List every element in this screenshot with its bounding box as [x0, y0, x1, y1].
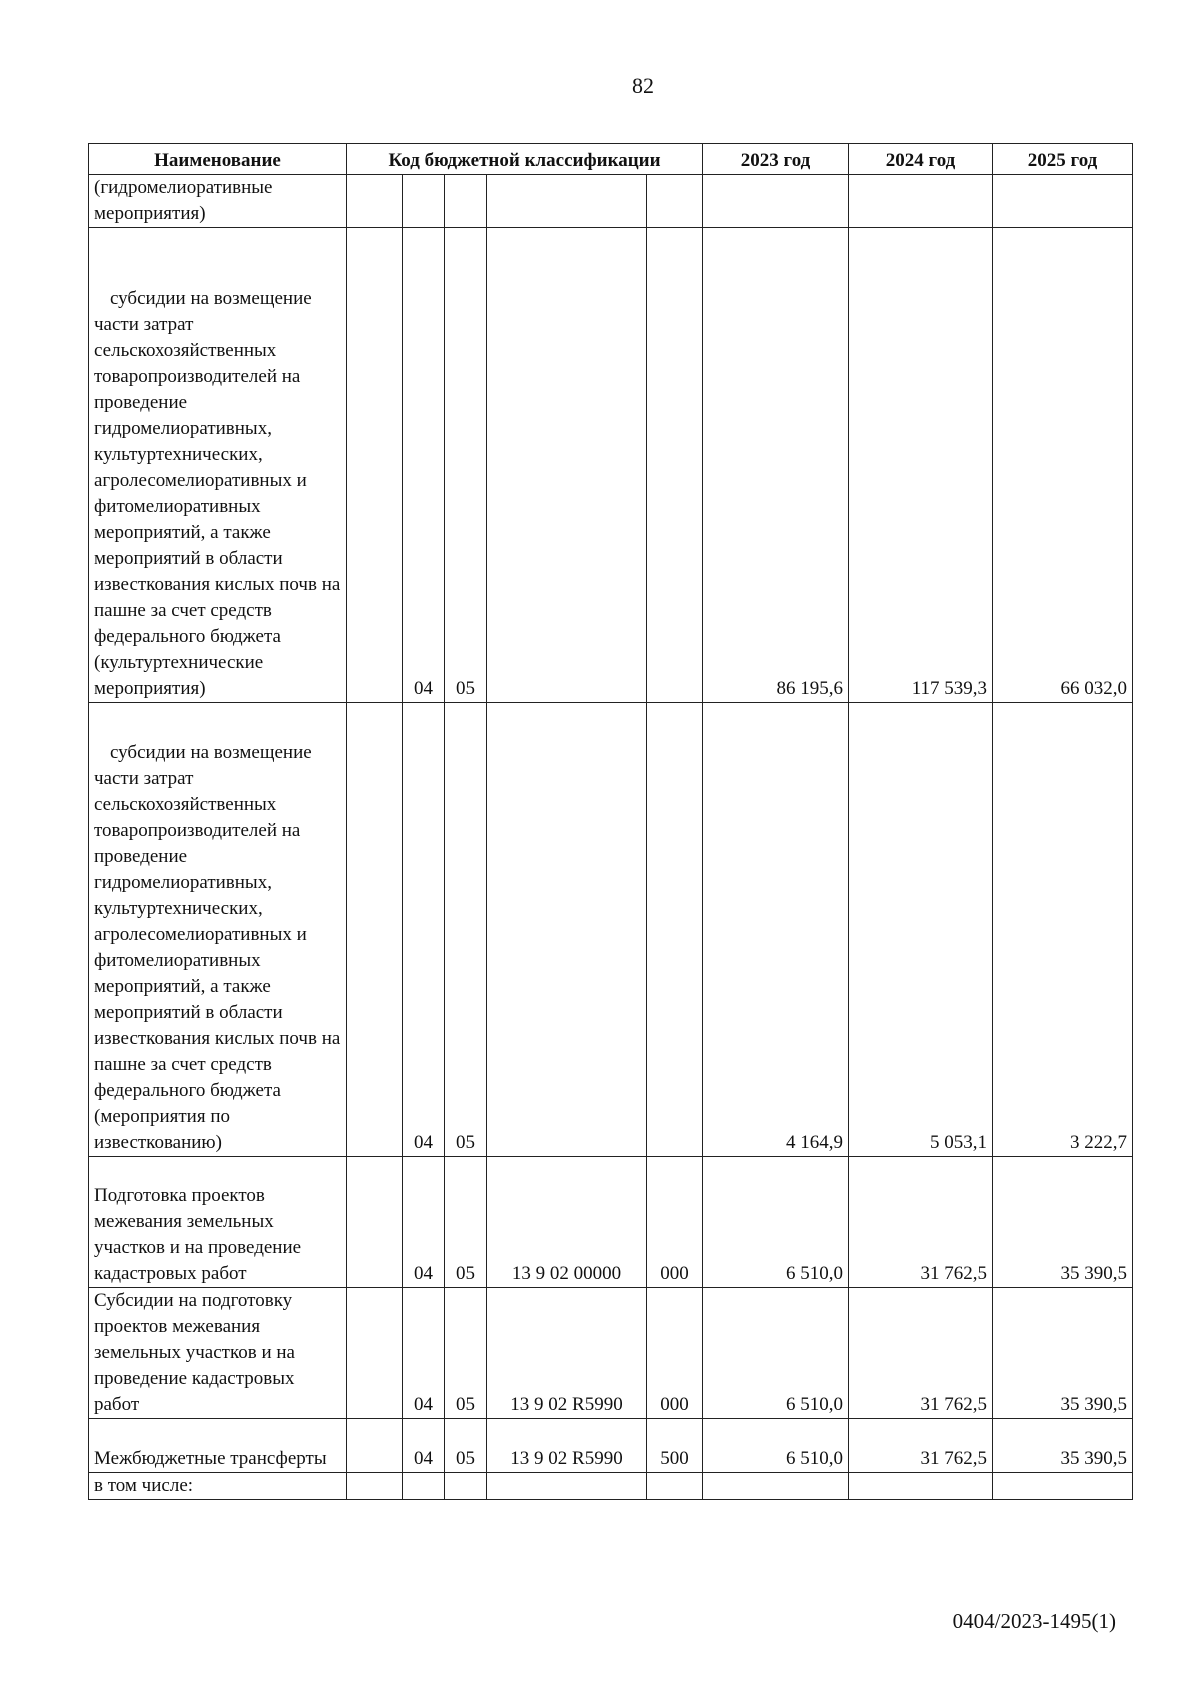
header-2023: 2023 год: [703, 144, 849, 175]
row-csr: [487, 228, 647, 703]
row-vr: [647, 1473, 703, 1500]
row-name: субсидии на возмещение части затрат сельскохозяйственных товаропроизводителей на проведение гидромелиоративных, культуртехнических, агролесомелиоративных и фитомелиоративных мероприятий, а также мероприятий в области известкования кислых почв на пашне за счет средств федерального бюджета (культуртехнические мероприятия): [89, 228, 347, 703]
header-name: Наименование: [89, 144, 347, 175]
row-name: субсидии на возмещение части затрат сельскохозяйственных товаропроизводителей на проведение гидромелиоративных, культуртехнических, агролесомелиоративных и фитомелиоративных мероприятий, а также мероприятий в области известкования кислых почв на пашне за счет средств федерального бюджета (мероприятия по известкованию): [89, 703, 347, 1157]
row-blank: [347, 1419, 403, 1473]
row-name: Подготовка проектов межевания земельных участков и на проведение кадастровых работ: [89, 1157, 347, 1288]
row-blank: [347, 228, 403, 703]
row-rz: 04: [403, 228, 445, 703]
row-rz: 04: [403, 1157, 445, 1288]
row-pr: 05: [445, 1157, 487, 1288]
row-2023: [703, 1473, 849, 1500]
row-vr: [647, 175, 703, 228]
row-2024: [849, 175, 993, 228]
row-name: Субсидии на подготовку проектов межевания земельных участков и на проведение кадастровых работ: [89, 1288, 347, 1419]
row-pr: 05: [445, 228, 487, 703]
row-csr: 13 9 02 R5990: [487, 1288, 647, 1419]
row-blank: [347, 1157, 403, 1288]
row-blank: [347, 1473, 403, 1500]
row-vr: 500: [647, 1419, 703, 1473]
table-row: [89, 1288, 1133, 1419]
row-rz: 04: [403, 1288, 445, 1419]
table-row: [89, 228, 1133, 703]
row-blank: [347, 175, 403, 228]
row-2023: 86 195,6: [703, 228, 849, 703]
header-code: Код бюджетной классификации: [347, 144, 703, 175]
row-blank: [347, 703, 403, 1157]
row-rz: 04: [403, 1419, 445, 1473]
row-vr: [647, 228, 703, 703]
table-row: [89, 1157, 1133, 1288]
row-2024: 31 762,5: [849, 1157, 993, 1288]
row-pr: 05: [445, 1288, 487, 1419]
row-2023: 6 510,0: [703, 1419, 849, 1473]
row-pr: [445, 175, 487, 228]
row-pr: 05: [445, 1419, 487, 1473]
page-number: 82: [632, 73, 654, 98]
row-2025: [993, 175, 1133, 228]
row-2025: 35 390,5: [993, 1419, 1133, 1473]
row-2023: [703, 175, 849, 228]
row-csr: [487, 1473, 647, 1500]
row-vr: [647, 703, 703, 1157]
row-2024: 117 539,3: [849, 228, 993, 703]
header-2025: 2025 год: [993, 144, 1133, 175]
row-2023: 4 164,9: [703, 703, 849, 1157]
row-vr: 000: [647, 1157, 703, 1288]
row-2025: [993, 1473, 1133, 1500]
row-2024: 31 762,5: [849, 1419, 993, 1473]
row-rz: [403, 175, 445, 228]
budget-table: [88, 143, 1133, 1500]
row-csr: 13 9 02 00000: [487, 1157, 647, 1288]
row-2023: 6 510,0: [703, 1288, 849, 1419]
row-blank: [347, 1288, 403, 1419]
table-row: [89, 175, 1133, 228]
row-name: (гидромелиоративные мероприятия): [89, 175, 347, 228]
table-row: [89, 703, 1133, 1157]
row-2025: 35 390,5: [993, 1157, 1133, 1288]
row-vr: 000: [647, 1288, 703, 1419]
row-pr: 05: [445, 703, 487, 1157]
table-row: [89, 1419, 1133, 1473]
row-2025: 35 390,5: [993, 1288, 1133, 1419]
row-2023: 6 510,0: [703, 1157, 849, 1288]
row-rz: 04: [403, 703, 445, 1157]
row-name: в том числе:: [89, 1473, 347, 1500]
row-name: Межбюджетные трансферты: [89, 1419, 347, 1473]
document-id: 0404/2023-1495(1): [952, 1609, 1116, 1633]
row-2024: [849, 1473, 993, 1500]
header-2024: 2024 год: [849, 144, 993, 175]
row-2025: 3 222,7: [993, 703, 1133, 1157]
row-2024: 5 053,1: [849, 703, 993, 1157]
row-rz: [403, 1473, 445, 1500]
row-2024: 31 762,5: [849, 1288, 993, 1419]
table-header-row: [89, 144, 1133, 175]
row-csr: [487, 703, 647, 1157]
row-csr: 13 9 02 R5990: [487, 1419, 647, 1473]
table-row: [89, 1473, 1133, 1500]
row-2025: 66 032,0: [993, 228, 1133, 703]
row-pr: [445, 1473, 487, 1500]
row-csr: [487, 175, 647, 228]
